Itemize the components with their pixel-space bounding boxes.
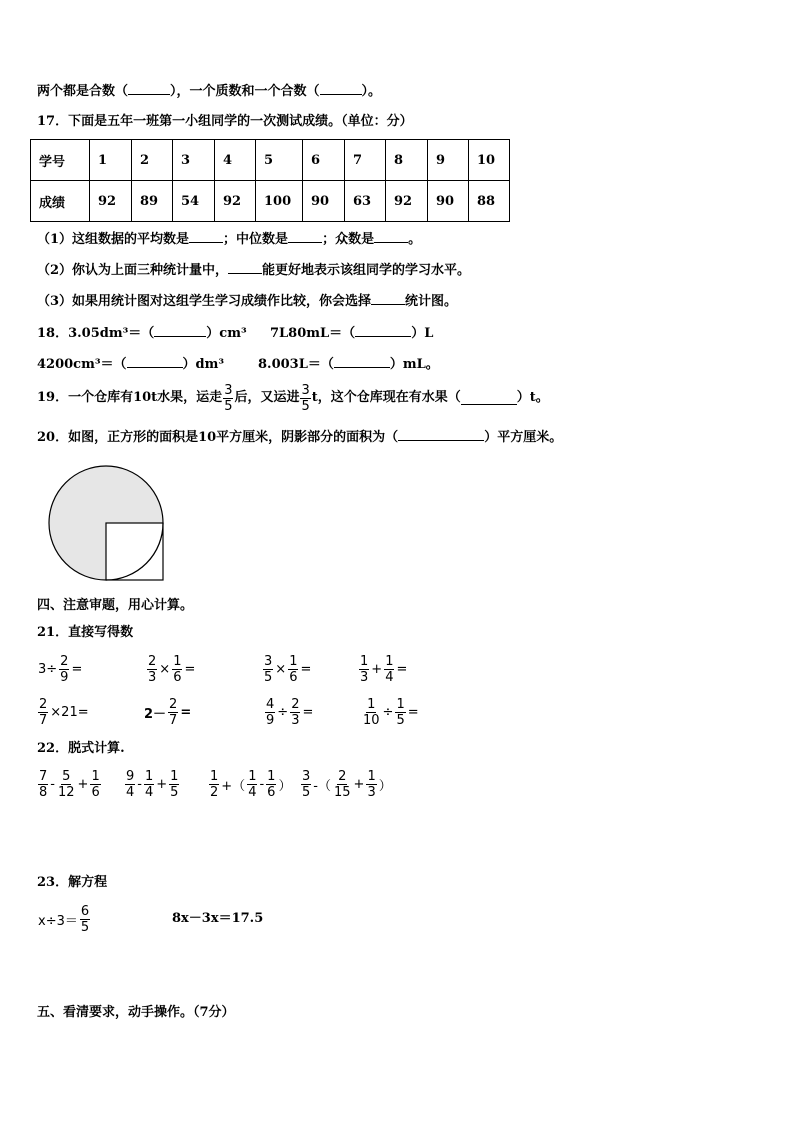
text: 统计图。 [405, 294, 458, 309]
text: 19．一个仓库有10t水果，运走 [37, 390, 223, 405]
q23-eq-2: 8x－3x＝17.5 [172, 911, 264, 926]
table-cell: 8 [386, 140, 428, 181]
text: = [180, 704, 192, 720]
fraction [38, 769, 48, 800]
numerator: 1 [360, 653, 369, 669]
denominator: 9 [266, 712, 275, 728]
answer-blank[interactable] [128, 82, 170, 95]
q21-expr-2 [146, 652, 196, 686]
denominator: 7 [39, 712, 48, 728]
text: = [302, 704, 314, 720]
numerator: 7 [39, 768, 48, 784]
numerator: 2 [148, 653, 157, 669]
numerator: 1 [248, 768, 257, 784]
denominator: 5 [224, 398, 233, 414]
text: ）t。 [516, 390, 549, 405]
numerator: 3 [264, 653, 273, 669]
text: ） [378, 778, 392, 794]
denominator: 5 [80, 919, 90, 935]
q17-part1 [37, 230, 421, 248]
numerator: 1 [173, 653, 182, 669]
operator: -（ [313, 778, 331, 794]
fraction [362, 697, 381, 728]
denominator: 2 [210, 784, 219, 800]
answer-blank[interactable] [334, 355, 390, 368]
text: ；众数是 [322, 232, 375, 247]
q20-line [37, 428, 562, 446]
text: ），一个质数和一个合数（ [170, 84, 320, 99]
operator: - [50, 776, 55, 792]
table-cell: 90 [303, 181, 345, 222]
q18-c [37, 355, 224, 373]
table-cell: 1 [90, 140, 132, 181]
fraction [90, 769, 100, 800]
numerator: 1 [144, 768, 154, 784]
q21-expr-1 [37, 652, 83, 686]
table-cell: 4 [215, 140, 256, 181]
answer-blank[interactable] [374, 230, 408, 243]
denominator: 5 [302, 784, 311, 800]
fraction [263, 654, 273, 685]
denominator: 7 [169, 712, 178, 728]
fraction [59, 654, 69, 685]
answer-blank[interactable] [228, 261, 262, 274]
text: 两个都是合数（ [37, 84, 129, 99]
q17-title: 17．下面是五年一班第一小组同学的一次测试成绩。（单位：分） [37, 114, 413, 129]
table-row [31, 181, 510, 222]
numerator: 5 [62, 768, 71, 784]
numerator: 2 [39, 696, 48, 712]
q19-line [37, 380, 549, 416]
text: ）L [411, 326, 434, 341]
table-cell: 92 [215, 181, 256, 222]
text: 后，又运进 [234, 390, 300, 405]
table-cell: 10 [469, 140, 510, 181]
q21-expr-7 [264, 695, 314, 729]
circle-square-figure [46, 465, 168, 585]
table-cell: 7 [345, 140, 386, 181]
text: 7L80mL＝（ [270, 326, 356, 341]
score-table [30, 139, 510, 222]
text: 能更好地表示该组同学的学习水平。 [262, 263, 471, 278]
fraction [38, 697, 48, 728]
denominator: 12 [57, 784, 75, 800]
q18-b [270, 324, 433, 342]
table-cell: 88 [469, 181, 510, 222]
fraction [300, 383, 310, 414]
numerator: 6 [80, 903, 90, 919]
fraction [265, 697, 275, 728]
table-cell: 100 [256, 181, 303, 222]
text: 4200cm³＝（ [37, 357, 127, 372]
q16-line [37, 82, 381, 100]
q22-title: 22．脱式计算. [37, 741, 125, 756]
numerator: 2 [338, 768, 347, 784]
denominator: 15 [333, 784, 351, 800]
operator: × [275, 661, 287, 677]
numerator: 2 [291, 696, 300, 712]
table-cell: 92 [90, 181, 132, 222]
denominator: 10 [363, 712, 380, 728]
text: 。 [408, 232, 422, 247]
numerator: 3 [224, 382, 233, 398]
answer-blank[interactable] [461, 392, 517, 405]
text: ） [278, 778, 292, 794]
table-cell: 3 [173, 140, 215, 181]
operator: +（ [221, 778, 246, 794]
denominator: 3 [367, 784, 376, 800]
text: 2－ [144, 706, 167, 722]
table-cell: 5 [256, 140, 303, 181]
answer-blank[interactable] [127, 355, 183, 368]
numerator: 1 [170, 768, 179, 784]
text: 8.003L＝（ [258, 357, 334, 372]
answer-blank[interactable] [355, 324, 411, 337]
table-cell: 54 [173, 181, 215, 222]
fraction [395, 697, 405, 728]
table-cell: 成绩 [31, 181, 90, 222]
q21-expr-5 [37, 695, 90, 729]
q21-expr-4 [358, 652, 408, 686]
operator: × [159, 661, 171, 677]
denominator: 6 [91, 784, 100, 800]
q22-expr-4 [300, 767, 393, 801]
operator: ÷ [382, 704, 394, 720]
fraction [223, 383, 233, 414]
text: = [300, 661, 312, 677]
text: ）dm³ [182, 357, 225, 372]
denominator: 9 [60, 669, 69, 685]
denominator: 3 [291, 712, 300, 728]
text: = [71, 661, 83, 677]
text: ）cm³ [206, 326, 247, 341]
fraction [169, 769, 179, 800]
numerator: 1 [385, 653, 394, 669]
denominator: 6 [289, 669, 298, 685]
q21-title: 21．直接写得数 [37, 625, 134, 640]
text: （3）如果用统计图对这组学生学习成绩作比较，你会选择 [37, 294, 372, 309]
denominator: 6 [267, 784, 276, 800]
q18-d [258, 355, 439, 373]
numerator: 1 [396, 696, 405, 712]
table-cell: 90 [428, 181, 469, 222]
denominator: 6 [173, 669, 182, 685]
numerator: 4 [266, 696, 275, 712]
fraction [288, 654, 298, 685]
fraction [301, 769, 311, 800]
section-4-heading: 四、注意审题，用心计算。 [37, 598, 194, 613]
numerator: 3 [302, 768, 311, 784]
fraction [359, 654, 369, 685]
denominator: 3 [148, 669, 157, 685]
text: 18．3.05dm³＝（ [37, 326, 155, 341]
numerator: 1 [267, 768, 276, 784]
text: = [184, 661, 196, 677]
denominator: 5 [264, 669, 273, 685]
table-cell: 63 [345, 181, 386, 222]
q23-title: 23．解方程 [37, 875, 108, 890]
table-row [31, 140, 510, 181]
denominator: 4 [248, 784, 257, 800]
fraction [125, 769, 135, 800]
answer-blank[interactable] [189, 230, 223, 243]
answer-blank[interactable] [320, 82, 362, 95]
operator: + [77, 776, 89, 792]
text: t，这个仓库现在有水果（ [311, 390, 461, 405]
denominator: 3 [360, 669, 369, 685]
q22-expr-1 [37, 767, 102, 801]
q17-part3 [37, 292, 457, 310]
text: 3÷ [38, 661, 58, 677]
q21-expr-3 [262, 652, 312, 686]
table-cell: 89 [132, 181, 173, 222]
fraction [57, 769, 76, 800]
fraction [147, 654, 157, 685]
operator: - [259, 776, 265, 792]
operator: - [137, 776, 142, 792]
numerator: 9 [126, 768, 135, 784]
denominator: 8 [39, 784, 48, 800]
q21-expr-8 [361, 695, 420, 729]
numerator: 1 [289, 653, 298, 669]
table-cell: 2 [132, 140, 173, 181]
fraction [80, 904, 90, 935]
text: 20．如图，正方形的面积是10平方厘米，阴影部分的面积为（ [37, 430, 399, 445]
unshaded-quarter [106, 523, 163, 580]
answer-blank[interactable] [154, 324, 206, 337]
q23-eq-1 [37, 901, 91, 937]
numerator: 1 [367, 696, 376, 712]
numerator: 1 [210, 768, 219, 784]
text: x÷3＝ [38, 913, 78, 929]
fraction [209, 769, 219, 800]
q22-expr-2 [124, 767, 180, 801]
text: ×21= [50, 704, 89, 720]
q18-a [37, 324, 247, 342]
denominator: 5 [301, 398, 310, 414]
fraction [366, 769, 376, 800]
text: （1）这组数据的平均数是 [37, 232, 190, 247]
numerator: 2 [60, 653, 69, 669]
operator: + [353, 776, 365, 792]
fraction [168, 697, 178, 728]
numerator: 3 [301, 382, 310, 398]
text: ）。 [361, 84, 382, 99]
q22-expr-3 [208, 767, 292, 801]
operator: + [156, 776, 168, 792]
numerator: 2 [169, 696, 178, 712]
text: （2）你认为上面三种统计量中， [37, 263, 229, 278]
answer-blank[interactable] [398, 428, 484, 441]
table-cell: 学号 [31, 140, 90, 181]
answer-blank[interactable] [371, 292, 405, 305]
q21-expr-6 [143, 695, 192, 729]
numerator: 1 [367, 768, 376, 784]
denominator: 5 [396, 712, 405, 728]
table-cell: 6 [303, 140, 345, 181]
fraction [247, 769, 257, 800]
text: ；中位数是 [223, 232, 289, 247]
table-cell: 9 [428, 140, 469, 181]
fraction [172, 654, 182, 685]
section-5-heading: 五、看清要求，动手操作。（7分） [37, 1005, 235, 1020]
denominator: 4 [385, 669, 394, 685]
denominator: 4 [126, 784, 135, 800]
text: ）mL。 [389, 357, 439, 372]
q17-part2 [37, 261, 470, 279]
denominator: 5 [170, 784, 179, 800]
text: = [396, 661, 408, 677]
operator: + [371, 661, 383, 677]
fraction [144, 769, 154, 800]
fraction [333, 769, 352, 800]
fraction [384, 654, 394, 685]
operator: ÷ [277, 704, 289, 720]
text: ）平方厘米。 [484, 430, 563, 445]
answer-blank[interactable] [288, 230, 322, 243]
fraction [266, 769, 276, 800]
text: = [407, 704, 419, 720]
numerator: 1 [91, 768, 100, 784]
table-cell: 92 [386, 181, 428, 222]
fraction [290, 697, 300, 728]
denominator: 4 [144, 784, 154, 800]
